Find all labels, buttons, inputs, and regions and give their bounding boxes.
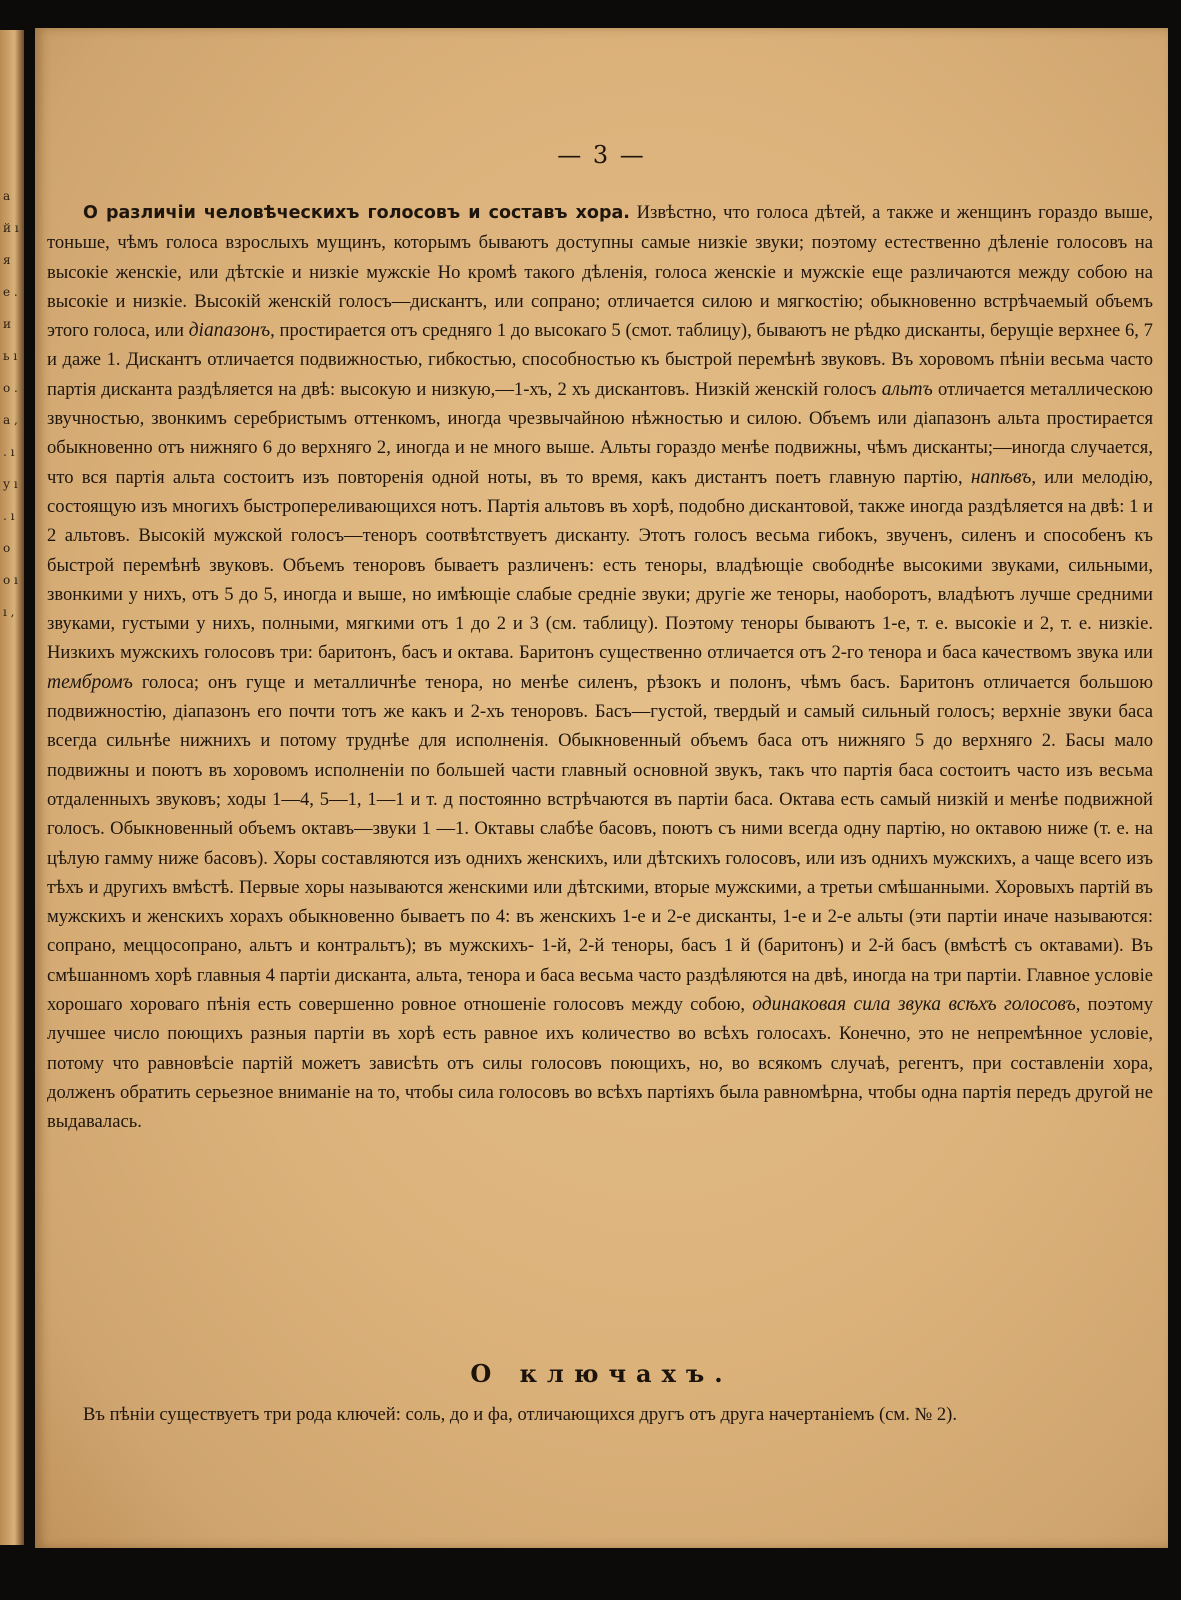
paragraph-keys: Въ пѣніи существуетъ три рода ключей: соль, до и фа, отличающихся другъ отъ друга начертаніемъ (см. № 2). (83, 1404, 958, 1425)
previous-page-edge (0, 30, 24, 1545)
run-in-heading: О различіи человѣческихъ голосовъ и составъ хора. (83, 203, 630, 223)
page (35, 28, 1168, 1548)
previous-page-margin-letters: а й ı я е . и ь ı о . а , . ı у ı . ı о о ı ı , (3, 189, 19, 619)
paragraph-text: , или мелодію, состоящую изъ многихъ быстропереливающихся нотъ. Партія альтовъ въ хорѣ, подобно дискантовой, также иногда раздѣляется на двѣ: 1 и 2 альтовъ. Высокій мужской голосъ—теноръ соотвѣтствуетъ дисканту. Этотъ голосъ весьма гибокъ, звученъ, силенъ и способенъ къ быстрой перемѣнѣ звуковъ. Объемъ теноровъ бываетъ различенъ: есть теноры, владѣющіе свободнѣе высокими звуками, сильными, звонкими у нихъ, отъ 5 до 5, иногда и выше, но имѣющіе слабые средніе звуки; другіе же теноры, наоборотъ, владѣютъ лучше средними звуками, густыми у нихъ, полными, мягкими отъ 1 до 2 и 3 (см. таблицу). Поэтому теноры бываютъ 1-е, т. е. высокіе и 2, т. е. низкіе. Низкихъ мужскихъ голосовъ три: баритонъ, басъ и октава. Баритонъ существенно отличается отъ 2-го тенора и баса качествомъ звука или (47, 466, 1153, 664)
paragraph-text: голоса; онъ гуще и металличнѣе тенора, но менѣе силенъ, рѣзокъ и полонъ, чѣмъ басъ. Баритонъ отличается большою подвижностію, діапазонъ его почти тотъ же какъ и 2-хъ теноровъ. Басъ—густой, твердый и самый сильный голосъ; верхніе звуки баса всегда сильнѣе нижнихъ и потому труднѣе для исполненія. Обыкновенный объемъ баса отъ нижняго 5 до верхняго 2. Басы мало подвижны и поютъ въ хоровомъ исполненіи по большей части главный основной звукъ, такъ что партія баса состоитъ часто изъ весьма отдаленныхъ звуковъ; ходы 1—4, 5—1, 1—1 и т. д постоянно встрѣчаются въ партіи баса. Октава есть самый низкій и менѣе подвижной голосъ. Обыкновенный объемъ октавъ—звуки 1 —1. Октавы слабѣе басовъ, поютъ съ ними всегда одну партію, но октавою ниже (т. е. на цѣлую гамму ниже басовъ). Хоры составляются изъ однихъ женскихъ, или дѣтскихъ голосовъ, или изъ однихъ мужскихъ, а чаще всего изъ тѣхъ и другихъ вмѣстѣ. Первые хоры называются женскими или дѣтскими, вторые мужскими, а третьи смѣшанными. Хоровыхъ партій въ мужскихъ и женскихъ хорахъ обыкновенно бываетъ по 4: въ женскихъ 1-е и 2-е дисканты, 1-е и 2-е альты (эти партіи иначе называются: сопрано, меццосопрано, альтъ и контральтъ); въ мужскихъ- 1-й, 2-й теноры, басъ 1 й (баритонъ) и 2-й басъ (вмѣстѣ съ октавами). Въ смѣшанномъ хорѣ главныя 4 партіи дисканта, альта, тенора и баса весьма часто раздѣляются на двѣ, иногда на три партіи. Главное условіе хорошаго хороваго пѣнія есть совершенно ровное отношеніе голосовъ между собою, (47, 671, 1153, 1016)
paragraph-voices-and-choir (47, 198, 1153, 1137)
paragraph-text: , простирается отъ средняго 1 до высокаго 5 (смот. таблицу), бываютъ не рѣдко дисканты, берущіе верхнее 6, 7 и даже 1. Дискантъ отличается подвижностью, гибкостью, способностью къ быстрой перемѣнѣ звуковъ. Въ хоровомъ пѣніи весьма часто партія дисканта раздѣляется на двѣ: высокую и низкую,—1-хъ, 2 хъ дискантовъ. Низкій женскій голосъ (47, 320, 1153, 400)
paragraph-text: отличается металлическою звучностью, звонкимъ серебристымъ оттенкомъ, иногда чрезвычайною нѣжностью и силою. Объемъ или діапазонъ альта простирается обыкновенно отъ нижняго 6 до верхняго 2, иногда и не много выше. Альты гораздо менѣе подвижны, чѣмъ дисканты;—иногда случается, что вся партія альта состоитъ изъ повторенія одной ноты, въ то время, какъ дистантъ поетъ главную партію, (47, 378, 1154, 488)
page-number: — 3 — (557, 141, 646, 169)
paragraph-text: , поэтому лучшее число поющихъ разныя партіи въ хорѣ есть равное ихъ количество во всѣхъ голосахъ. Конечно, это не непремѣнное условіе, потому что равновѣсіе партій можетъ зависѣть отъ силы голосовъ поющихъ, но, во всякомъ случаѣ, регентъ, при составленіи хора, долженъ обратить серьезное вниманіе на то, чтобы сила голосовъ во всѣхъ партіяхъ была равномѣрна, чтобы одна партія передъ другой не выдавалась. (47, 994, 1153, 1133)
italic-term: діапазонъ (188, 320, 271, 342)
italic-term: напѣвъ (970, 466, 1032, 488)
italic-term: альтъ (881, 378, 933, 400)
section-heading-keys: О ключахъ. (470, 1359, 733, 1388)
italic-term: одинаковая сила звука всѣхъ голосовъ (752, 994, 1076, 1016)
paragraph-text: Извѣстно, что голоса дѣтей, а также и женщинъ гораздо выше, тоньше, чѣмъ голоса взрослыхъ мущинъ, которымъ бываютъ доступны самые низкіе звуки; поэтому естественно дѣленіе голосовъ на высокіе женскіе, или дѣтскіе и низкіе мужскіе Но кромѣ такого дѣленія, голоса женскіе и мужскіе еще различаются между собою на высокіе и низкіе. Высокій женскій голосъ—дискантъ, или сопрано; отличается силою и мягкостію; обыкновенно встрѣчаемый объемъ этого голоса, или (47, 202, 1153, 342)
italic-term: тембромъ (47, 671, 133, 693)
